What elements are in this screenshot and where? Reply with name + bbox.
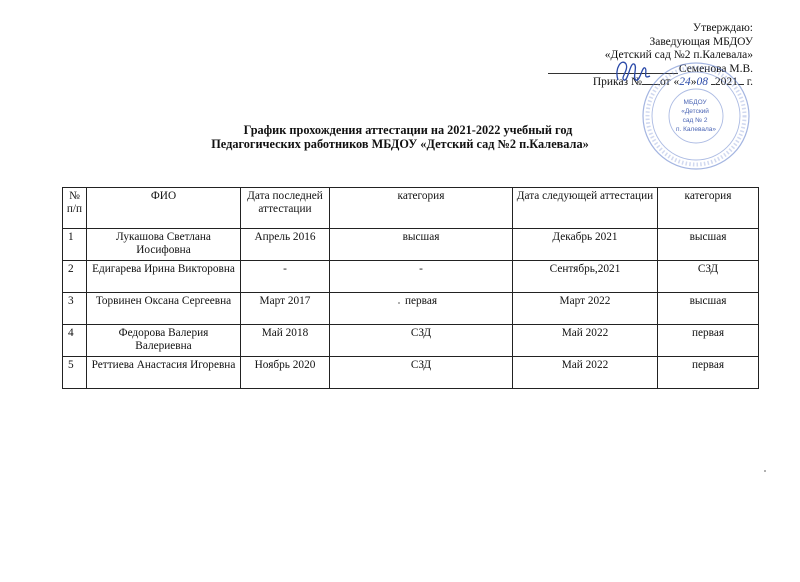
cell-next-date: Май 2022	[513, 325, 658, 357]
header-number: № п/п	[63, 188, 87, 229]
cell-next-category: первая	[658, 325, 759, 357]
cell-category: высшая	[330, 229, 513, 261]
cell-last-date: Ноябрь 2020	[241, 357, 330, 389]
cell-fio: Реттиева Анастасия Игоревна	[87, 357, 241, 389]
cell-category: СЗД	[330, 357, 513, 389]
attestation-table	[62, 187, 759, 389]
table-row	[63, 325, 759, 357]
order-mid: »	[690, 76, 697, 88]
header-next-category: категория	[658, 188, 759, 229]
document-title	[0, 123, 800, 151]
cell-category: первая	[330, 293, 513, 325]
cell-number: 2	[63, 261, 87, 293]
cell-next-category: первая	[658, 357, 759, 389]
header-last-date: Дата последней аттестации	[241, 188, 330, 229]
cell-fio: Торвинен Оксана Сергеевна	[87, 293, 241, 325]
order-year: 2021	[714, 76, 738, 88]
cell-fio: Едигарева Ирина Викторовна	[87, 261, 241, 293]
order-from: от «	[659, 76, 680, 88]
cell-next-date: Март 2022	[513, 293, 658, 325]
approval-signatory: Семенова М.В.	[513, 63, 753, 77]
cell-next-date: Декабрь 2021	[513, 229, 658, 261]
table-row	[63, 357, 759, 389]
scan-speck	[398, 302, 400, 304]
cell-last-date: -	[241, 261, 330, 293]
header-category: категория	[330, 188, 513, 229]
approval-heading: Утверждаю:	[692, 22, 753, 34]
order-month: 08	[696, 76, 708, 88]
header-next-date: Дата следующей аттестации	[513, 188, 658, 229]
cell-next-category: высшая	[658, 293, 759, 325]
cell-fio: Федорова Валерия Валериевна	[87, 325, 241, 357]
cell-number: 5	[63, 357, 87, 389]
order-prefix: Приказ №	[592, 76, 642, 88]
cell-category: СЗД	[330, 325, 513, 357]
cell-fio: Лукашова Светлана Иосифовна	[87, 229, 241, 261]
cell-number: 4	[63, 325, 87, 357]
table-row	[63, 229, 759, 261]
cell-next-date: Сентябрь,2021	[513, 261, 658, 293]
order-suffix: г.	[746, 76, 753, 88]
cell-category: -	[330, 261, 513, 293]
stamp-line-1: МБДОУ	[683, 99, 707, 106]
table-header-row	[63, 188, 759, 229]
cell-last-date: Март 2017	[241, 293, 330, 325]
table-row	[63, 293, 759, 325]
cell-number: 1	[63, 229, 87, 261]
stamp-line-4: п. Калевала»	[676, 126, 716, 133]
approval-position: Заведующая МБДОУ	[649, 35, 753, 48]
cell-last-date: Май 2018	[241, 325, 330, 357]
cell-last-date: Апрель 2016	[241, 229, 330, 261]
cell-number: 3	[63, 293, 87, 325]
table-row	[63, 261, 759, 293]
cell-next-date: Май 2022	[513, 357, 658, 389]
scan-speck	[764, 470, 766, 472]
cell-next-category: СЗД	[658, 261, 759, 293]
header-fio: ФИО	[87, 188, 241, 229]
title-line-2: Педагогических работников МБДОУ «Детский сад №2 п.Калевала»	[211, 137, 589, 151]
order-day: 24	[679, 76, 691, 88]
stamp-line-2: «Детский	[681, 108, 709, 115]
stamp-icon	[640, 60, 752, 172]
cell-next-category: высшая	[658, 229, 759, 261]
approval-organization: «Детский сад №2 п.Калевала»	[604, 49, 753, 61]
stamp-line-3: сад № 2	[682, 117, 708, 124]
title-line-1: График прохождения аттестации на 2021-2022 учебный год	[243, 123, 573, 137]
